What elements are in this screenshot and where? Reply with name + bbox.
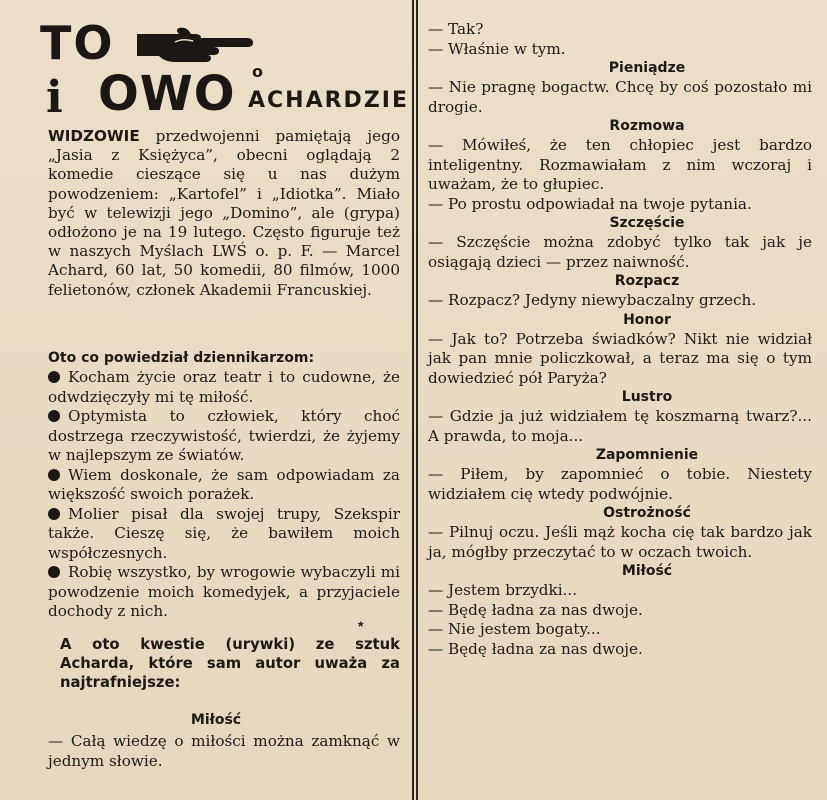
right-column xyxy=(428,0,812,800)
saying-item: Optymista to człowiek, który choć dostrzega rzeczywistość, twierdzi, że żyjemy w najlepszym ze światów. xyxy=(48,407,400,464)
section-text: — Rozpacz? Jedyny niewybaczalny grzech. xyxy=(428,291,757,309)
excerpts-list xyxy=(428,20,812,659)
saying-item: Robię wszystko, by wrogowie wybaczyli mi powodzenie moich komedyjek, a przyjaciele dochody z nich. xyxy=(48,563,400,620)
section-text: — Będę ładna za nas dwoje. xyxy=(428,639,643,658)
section-heading: Zapomnienie xyxy=(595,447,699,463)
column-divider xyxy=(412,0,418,800)
section-text: — Po prostu odpowiadał na twoje pytania. xyxy=(428,194,752,213)
masthead-o: o xyxy=(252,62,263,81)
section-heading: Miłość xyxy=(621,563,673,579)
section-text: — Będę ładna za nas dwoje. xyxy=(428,600,643,619)
star-separator: * xyxy=(358,618,364,634)
section-heading: Szczęście xyxy=(609,215,685,231)
bullet-icon xyxy=(48,371,60,383)
saying-item: Wiem doskonale, że sam odpowiadam za większość swoich porażek. xyxy=(48,465,400,503)
sayings-list xyxy=(48,368,400,622)
masthead-i: i xyxy=(46,72,63,123)
section-text: — Pilnuj oczu. Jeśli mąż kocha cię tak bardzo jak ja, mógłby przeczytać to w oczach twoich. xyxy=(428,523,812,561)
pointing-hand-icon xyxy=(135,24,255,66)
bullet-icon xyxy=(48,508,60,520)
section-text: — Mówiłeś, że ten chłopiec jest bardzo inteligentny. Rozmawiałam z nim wczoraj i uważam, że to głupiec. xyxy=(428,136,812,193)
section-text: — Całą wiedzę o miłości można zamknąć w jednym słowie. xyxy=(48,732,400,770)
section-heading: Rozmowa xyxy=(609,118,685,134)
dialogue-line: — Właśnie w tym. xyxy=(428,39,566,58)
bullet-icon xyxy=(48,566,60,578)
section-text: — Nie pragnę bogactw. Chcę by coś pozostało mi drogie. xyxy=(428,78,812,116)
section-text: — Piłem, by zapomnieć o tobie. Niestety widziałem cię wtedy podwójnie. xyxy=(428,465,812,503)
sayings-heading: Oto co powiedział dziennikarzom: xyxy=(48,350,315,366)
dialogue-line: — Tak? xyxy=(428,20,484,38)
masthead xyxy=(40,14,409,124)
section-heading: Pieniądze xyxy=(608,60,686,76)
section-heading: Miłość xyxy=(190,712,242,728)
excerpts-intro: A oto kwestie (urywki) ze sztuk Acharda, które sam autor uważa za najtrafniejsze: xyxy=(60,636,400,691)
section-text: — Szczęście można zdobyć tylko tak jak je osiągają dzieci — przez naiwność. xyxy=(428,233,812,271)
section-text: — Jestem brzydki... xyxy=(428,581,578,599)
section-text: — Jak to? Potrzeba świadków? Nikt nie widział jak pan mnie policzkował, a teraz ma się o tym dowiedzieć pół Paryża? xyxy=(428,329,812,387)
bullet-icon xyxy=(48,410,60,422)
section-text: — Gdzie ja już widziałem tę koszmarną twarz?... A prawda, to moja... xyxy=(428,407,812,445)
masthead-owo: OWO xyxy=(98,66,236,122)
saying-item: Molier pisał dla swojej trupy, Szekspir także. Cieszę się, że bawiłem moich współczesnych. xyxy=(48,504,400,562)
section-heading: Lustro xyxy=(621,389,673,405)
masthead-subject: ACHARDZIE xyxy=(248,88,409,113)
section-heading: Ostrożność xyxy=(603,505,691,521)
section-text: — Nie jestem bogaty... xyxy=(428,620,601,638)
bullet-icon xyxy=(48,469,60,481)
section-heading: Honor xyxy=(623,311,671,328)
masthead-to: TO xyxy=(40,16,115,70)
lead-cap: WIDZOWIE xyxy=(48,127,140,145)
left-column xyxy=(30,0,409,800)
lead-paragraph xyxy=(48,127,400,300)
saying-item: Kocham życie oraz teatr i to cudowne, że odwdzięczyły mi tę miłość. xyxy=(48,368,400,406)
lead-text: przedwojenni pamiętają jego „Jasia z Księżyca”, obecni oglądają 2 komedie cieszące się u nas dużym powodzeniem: „Kartofel” i „Idiotka”. Miało być w telewizji jego „Domino”, ale (grypa) odłożono je na 19 lutego. Często figuruje też w naszych Myślach LWŚ o. p. F. — Marcel Achard, 60 lat, 50 komedii, 80 filmów, 1000 felietonów, członek Akademii Francuskiej. xyxy=(48,127,400,299)
section-heading: Rozpacz xyxy=(614,273,680,289)
